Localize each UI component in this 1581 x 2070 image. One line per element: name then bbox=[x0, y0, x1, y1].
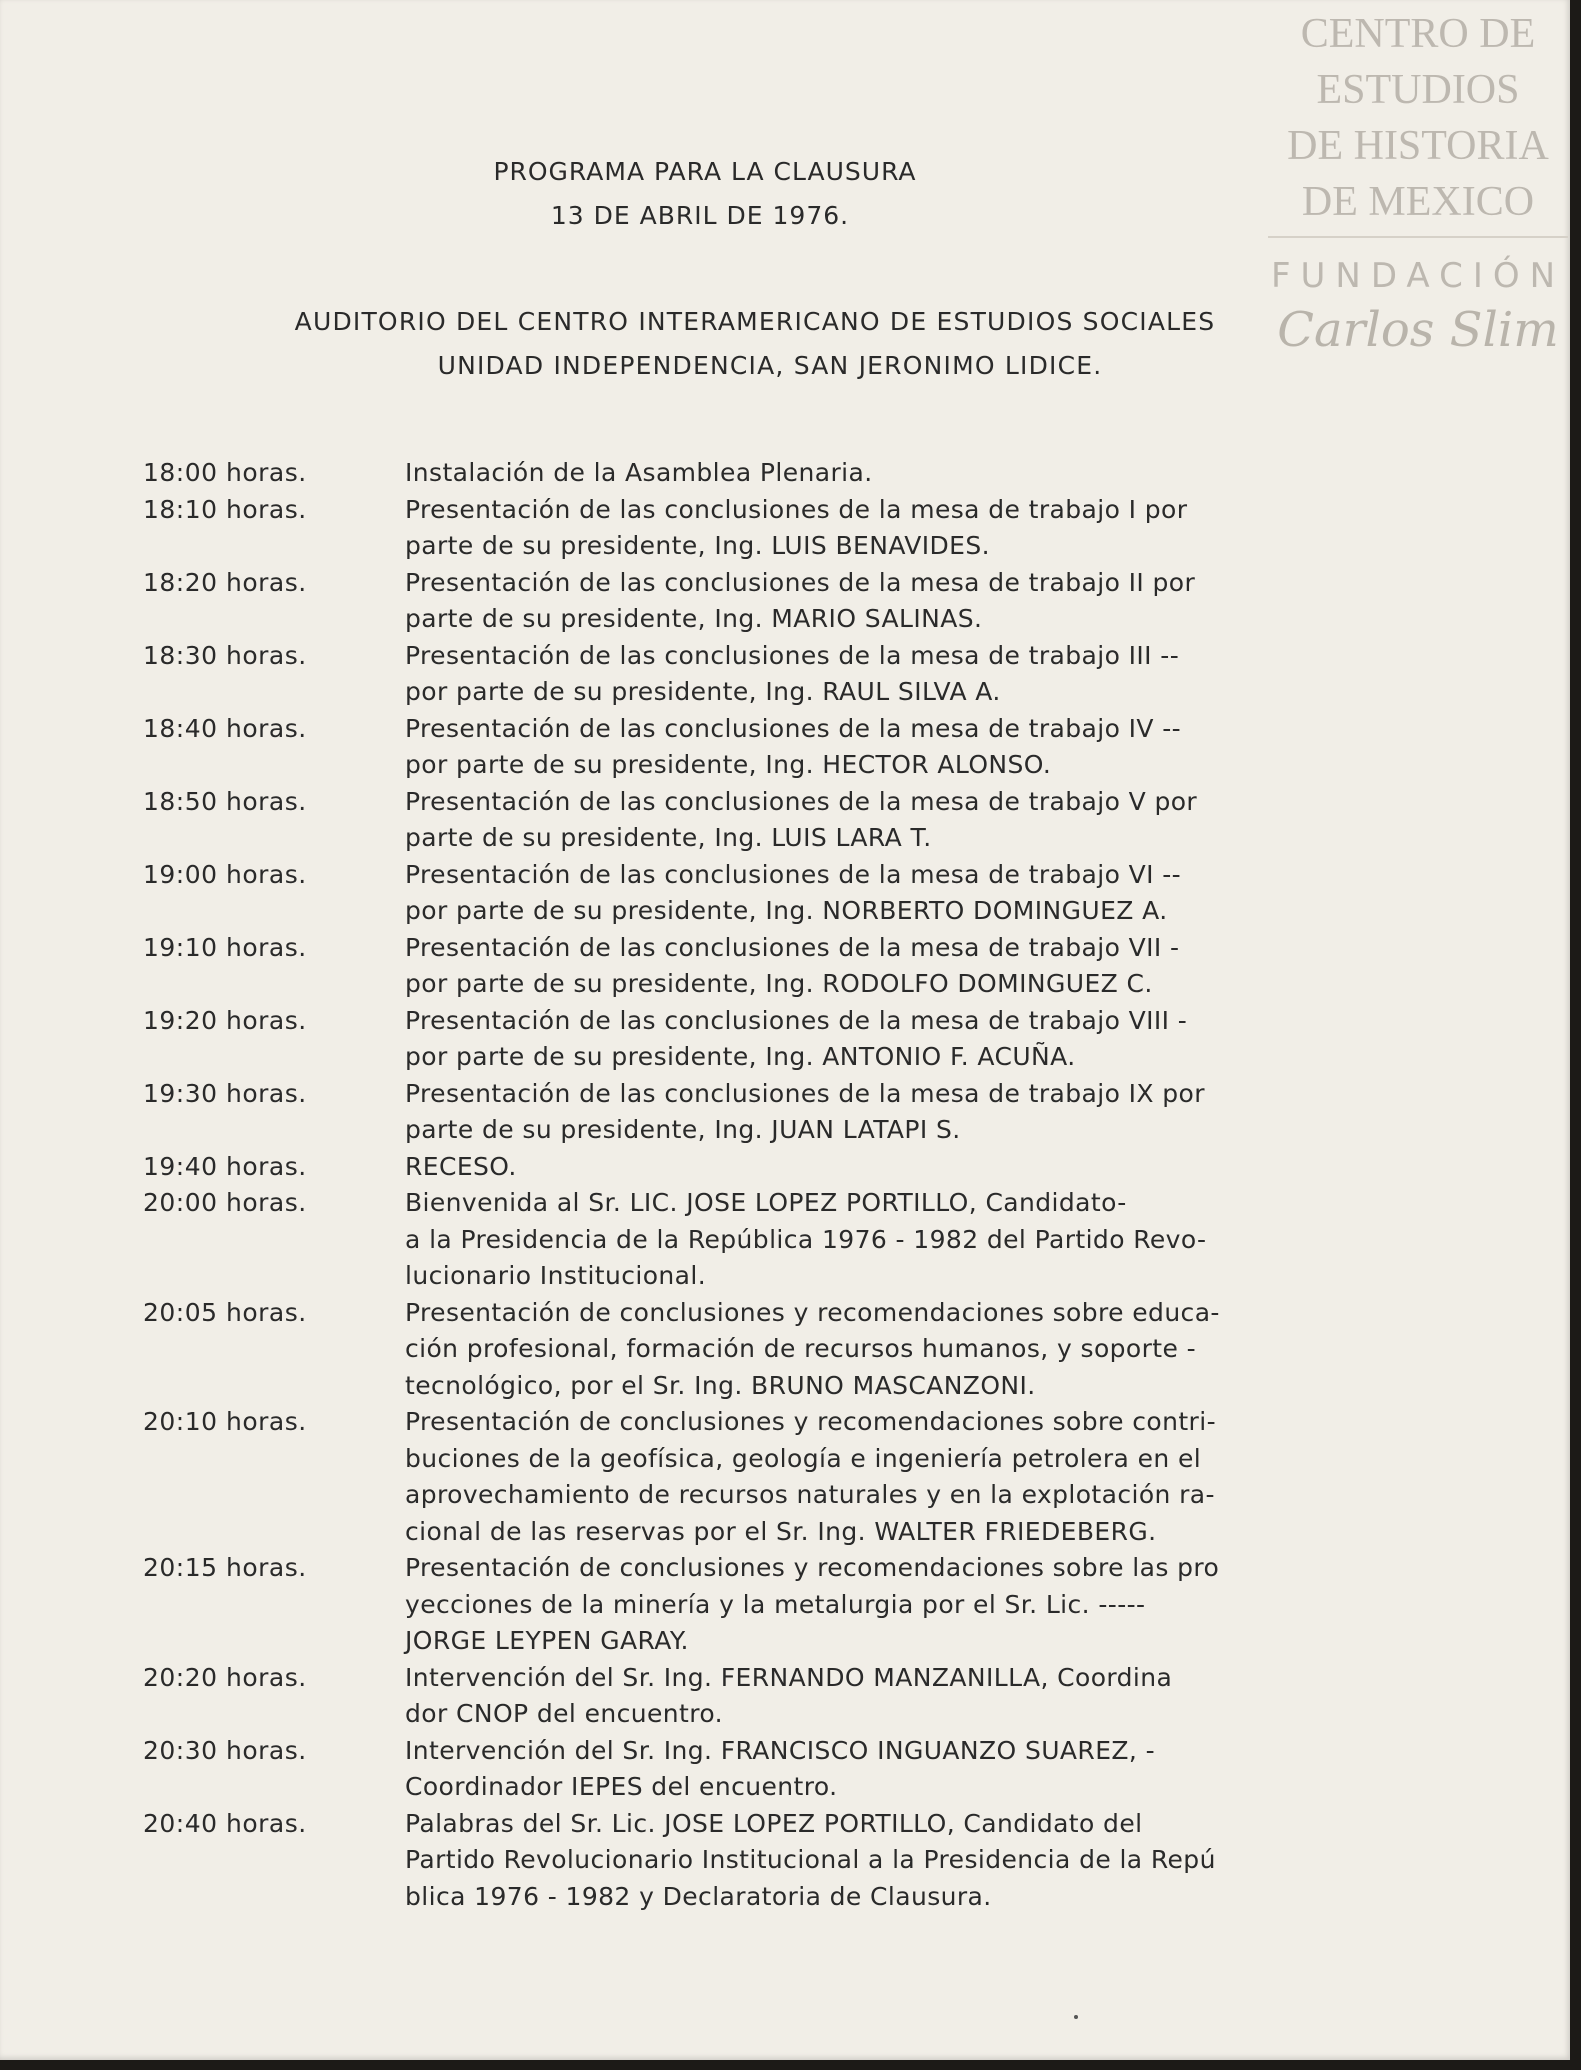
schedule-time: 18:00 horas. bbox=[143, 458, 307, 487]
schedule-time: 19:20 horas. bbox=[143, 1005, 307, 1035]
schedule-time: 18:10 horas. bbox=[143, 494, 307, 524]
schedule-row bbox=[143, 1404, 1443, 1550]
schedule-row bbox=[143, 455, 1443, 492]
schedule-row bbox=[143, 1295, 1443, 1405]
description-line: blica 1976 - 1982 y Declaratoria de Clausura. bbox=[405, 1881, 992, 1911]
description-line: parte de su presidente, Ing. LUIS LARA T. bbox=[405, 823, 932, 852]
description-line: Presentación de conclusiones y recomendaciones sobre educa- bbox=[405, 1297, 1220, 1327]
schedule-row bbox=[143, 1660, 1443, 1733]
schedule-time: 20:00 horas. bbox=[143, 1188, 307, 1217]
schedule-time: 20:40 horas. bbox=[143, 1808, 307, 1838]
schedule-time: 20:10 horas. bbox=[143, 1407, 307, 1436]
venue-name: AUDITORIO DEL CENTRO INTERAMERICANO DE ESTUDIOS SOCIALES bbox=[294, 307, 1216, 336]
schedule-description bbox=[405, 1404, 1425, 1550]
schedule-row bbox=[143, 857, 1443, 930]
schedule-list bbox=[143, 455, 1443, 1915]
schedule-time: 20:15 horas. bbox=[143, 1553, 307, 1582]
description-line: Presentación de conclusiones y recomendaciones sobre las pro bbox=[405, 1553, 1220, 1582]
archive-watermark bbox=[1268, 6, 1568, 358]
description-line: Partido Revolucionario Institucional a la Presidencia de la Repú bbox=[405, 1845, 1216, 1874]
schedule-time: 19:30 horas. bbox=[143, 1078, 307, 1108]
schedule-row bbox=[143, 565, 1443, 638]
schedule-description bbox=[405, 784, 1425, 857]
schedule-time: 18:40 horas. bbox=[143, 713, 307, 743]
schedule-time: 19:10 horas. bbox=[143, 932, 307, 962]
schedule-row bbox=[143, 784, 1443, 857]
schedule-time: 19:00 horas. bbox=[143, 859, 307, 889]
description-line: ción profesional, formación de recursos humanos, y soporte - bbox=[405, 1334, 1197, 1363]
schedule-row bbox=[143, 492, 1443, 565]
description-line: Presentación de las conclusiones de la mesa de trabajo I por bbox=[405, 494, 1188, 524]
description-line: Presentación de conclusiones y recomendaciones sobre contri- bbox=[405, 1407, 1216, 1436]
schedule-row bbox=[143, 1806, 1443, 1916]
archive-stamp-text bbox=[1268, 6, 1568, 238]
description-line: parte de su presidente, Ing. LUIS BENAVIDES. bbox=[405, 531, 990, 560]
program-date: 13 DE ABRIL DE 1976. bbox=[550, 201, 850, 230]
description-line: Coordinador IEPES del encuentro. bbox=[405, 1772, 838, 1801]
schedule-row bbox=[143, 711, 1443, 784]
description-line: Instalación de la Asamblea Plenaria. bbox=[405, 458, 873, 487]
description-line: aprovechamiento de recursos naturales y en la explotación ra- bbox=[405, 1480, 1215, 1509]
schedule-time: 20:05 horas. bbox=[143, 1297, 307, 1327]
description-line: Presentación de las conclusiones de la mesa de trabajo II por bbox=[405, 567, 1196, 597]
description-line: tecnológico, por el Sr. Ing. BRUNO MASCANZONI. bbox=[405, 1370, 1036, 1400]
schedule-description bbox=[405, 1149, 1425, 1186]
stamp-fundacion: FUNDACIÓN bbox=[1270, 256, 1566, 296]
stamp-line: CENTRO DE bbox=[1300, 11, 1536, 57]
schedule-row bbox=[143, 1185, 1443, 1295]
description-line: Palabras del Sr. Lic. JOSE LOPEZ PORTILLO, Candidato del bbox=[405, 1808, 1143, 1838]
schedule-row bbox=[143, 638, 1443, 711]
venue-block bbox=[140, 300, 1370, 388]
schedule-time: 20:20 horas. bbox=[143, 1662, 307, 1692]
schedule-description bbox=[405, 711, 1425, 784]
schedule-row bbox=[143, 1003, 1443, 1076]
schedule-row bbox=[143, 1149, 1443, 1186]
description-line: Presentación de las conclusiones de la mesa de trabajo VIII - bbox=[405, 1005, 1188, 1035]
description-line: Presentación de las conclusiones de la mesa de trabajo VII - bbox=[405, 932, 1180, 962]
description-line: JORGE LEYPEN GARAY. bbox=[405, 1626, 689, 1655]
description-line: yecciones de la minería y la metalurgia por el Sr. Lic. ----- bbox=[405, 1589, 1146, 1619]
description-line: Presentación de las conclusiones de la mesa de trabajo VI -- bbox=[405, 859, 1182, 889]
schedule-time: 18:20 horas. bbox=[143, 567, 307, 597]
description-line: dor CNOP del encuentro. bbox=[405, 1699, 723, 1728]
description-line: por parte de su presidente, Ing. RAUL SILVA A. bbox=[405, 677, 1001, 706]
speck bbox=[1074, 2015, 1078, 2019]
schedule-description bbox=[405, 1076, 1425, 1149]
schedule-description bbox=[405, 565, 1425, 638]
schedule-time: 18:50 horas. bbox=[143, 786, 307, 816]
description-line: Presentación de las conclusiones de la mesa de trabajo III -- bbox=[405, 640, 1180, 670]
schedule-description bbox=[405, 492, 1425, 565]
program-title: PROGRAMA PARA LA CLAUSURA bbox=[493, 157, 917, 186]
schedule-description bbox=[405, 857, 1425, 930]
description-line: buciones de la geofísica, geología e ingeniería petrolera en el bbox=[405, 1443, 1202, 1473]
description-line: lucionario Institucional. bbox=[405, 1261, 707, 1290]
description-line: Presentación de las conclusiones de la mesa de trabajo V por bbox=[405, 786, 1198, 816]
description-line: Presentación de las conclusiones de la mesa de trabajo IV -- bbox=[405, 713, 1182, 743]
schedule-row bbox=[143, 930, 1443, 1003]
description-line: Bienvenida al Sr. LIC. JOSE LOPEZ PORTILLO, Candidato- bbox=[405, 1188, 1127, 1217]
description-line: cional de las reservas por el Sr. Ing. WALTER FRIEDEBERG. bbox=[405, 1516, 1157, 1546]
description-line: por parte de su presidente, Ing. RODOLFO DOMINGUEZ C. bbox=[405, 969, 1153, 998]
schedule-description bbox=[405, 930, 1425, 1003]
description-line: parte de su presidente, Ing. JUAN LATAPI S. bbox=[405, 1115, 961, 1144]
schedule-row bbox=[143, 1550, 1443, 1660]
schedule-description bbox=[405, 1660, 1425, 1733]
description-line: por parte de su presidente, Ing. ANTONIO F. ACUÑA. bbox=[405, 1042, 1076, 1071]
schedule-time: 20:30 horas. bbox=[143, 1735, 307, 1765]
description-line: Intervención del Sr. Ing. FERNANDO MANZANILLA, Coordina bbox=[405, 1662, 1173, 1692]
schedule-description bbox=[405, 1806, 1425, 1916]
stamp-line: DE MEXICO bbox=[1301, 179, 1535, 225]
description-line: Intervención del Sr. Ing. FRANCISCO INGUANZO SUAREZ, - bbox=[405, 1735, 1156, 1765]
description-line: RECESO. bbox=[405, 1151, 517, 1181]
description-line: por parte de su presidente, Ing. HECTOR ALONSO. bbox=[405, 750, 1052, 779]
schedule-description bbox=[405, 1550, 1425, 1660]
program-header bbox=[0, 150, 1400, 238]
schedule-description bbox=[405, 1733, 1425, 1806]
schedule-description bbox=[405, 1185, 1425, 1295]
schedule-description bbox=[405, 638, 1425, 711]
venue-address: UNIDAD INDEPENDENCIA, SAN JERONIMO LIDICE. bbox=[437, 351, 1103, 380]
schedule-time: 18:30 horas. bbox=[143, 640, 307, 670]
schedule-row bbox=[143, 1733, 1443, 1806]
stamp-line: ESTUDIOS bbox=[1316, 67, 1520, 113]
schedule-description bbox=[405, 1295, 1425, 1405]
description-line: parte de su presidente, Ing. MARIO SALINAS. bbox=[405, 604, 983, 633]
description-line: por parte de su presidente, Ing. NORBERTO DOMINGUEZ A. bbox=[405, 896, 1168, 925]
schedule-row bbox=[143, 1076, 1443, 1149]
stamp-line: DE HISTORIA bbox=[1287, 123, 1549, 169]
description-line: a la Presidencia de la República 1976 - 1982 del Partido Revo- bbox=[405, 1224, 1207, 1254]
stamp-signature: Carlos Slim bbox=[1277, 302, 1559, 358]
schedule-description bbox=[405, 455, 1425, 492]
description-line: Presentación de las conclusiones de la mesa de trabajo IX por bbox=[405, 1078, 1205, 1108]
schedule-description bbox=[405, 1003, 1425, 1076]
schedule-time: 19:40 horas. bbox=[143, 1151, 307, 1181]
